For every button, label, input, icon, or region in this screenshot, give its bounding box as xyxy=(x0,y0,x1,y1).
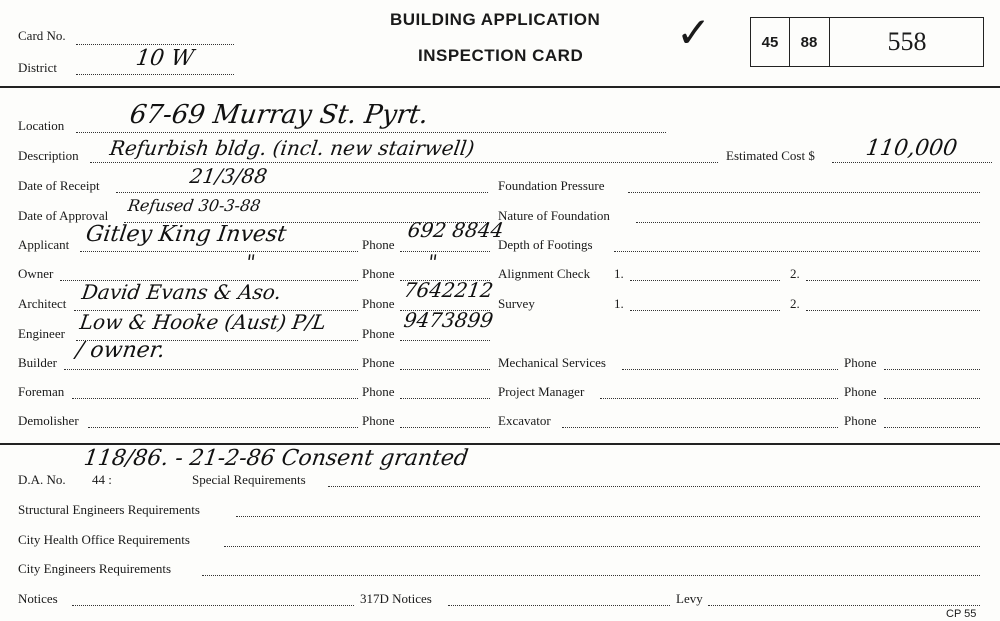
box-b: 88 xyxy=(789,18,830,66)
nature-of-foundation-label: Nature of Foundation xyxy=(498,208,610,223)
foundation-pressure-line xyxy=(628,192,980,193)
levy-label: Levy xyxy=(676,591,703,606)
special-requirements-line xyxy=(328,486,980,487)
district-label: District xyxy=(18,60,57,75)
structural-engineers-label: Structural Engineers Requirements xyxy=(18,502,200,517)
survey-label: Survey xyxy=(498,296,535,311)
builder-line xyxy=(64,369,358,370)
engineer-label: Engineer xyxy=(18,326,65,341)
project-manager-phone-line xyxy=(884,398,980,399)
location-label: Location xyxy=(18,118,65,133)
engineer-phone-line xyxy=(400,340,490,341)
mechanical-services-label: Mechanical Services xyxy=(498,355,606,370)
alignment-check-n2: 2. xyxy=(790,266,800,281)
form-code: CP 55 xyxy=(946,608,977,620)
builder-label: Builder xyxy=(18,355,57,370)
divider-bottom xyxy=(0,443,1000,445)
da-no-label: D.A. No. xyxy=(18,472,66,487)
engineer-phone-label: Phone xyxy=(362,326,395,341)
project-manager-line xyxy=(600,398,838,399)
demolisher-phone-label: Phone xyxy=(362,413,395,428)
card-no-line xyxy=(76,44,234,45)
title-line-1: BUILDING APPLICATION xyxy=(390,10,601,29)
alignment-check-line-2 xyxy=(806,280,980,281)
divider-top xyxy=(0,86,1000,88)
builder-phone-label: Phone xyxy=(362,355,395,370)
builder-value: / owner. xyxy=(74,338,167,363)
foreman-line xyxy=(72,398,358,399)
applicant-line xyxy=(80,251,358,252)
title-line-2: INSPECTION CARD xyxy=(418,46,584,65)
da-no-prefix: 44 : xyxy=(92,472,112,487)
applicant-value: Gitley King Invest xyxy=(84,222,288,247)
excavator-phone-line xyxy=(884,427,980,428)
owner-label: Owner xyxy=(18,266,54,281)
mechanical-services-phone-line xyxy=(884,369,980,370)
builder-phone-line xyxy=(400,369,490,370)
city-engineers-label: City Engineers Requirements xyxy=(18,561,172,576)
notices-317d-line xyxy=(448,605,670,606)
applicant-phone-value: 692 8844 xyxy=(406,218,506,242)
architect-phone-label: Phone xyxy=(362,296,395,311)
excavator-phone-label: Phone xyxy=(844,413,877,428)
location-line xyxy=(76,132,666,133)
da-no-value: 118/86. - 21-2-86 Consent granted xyxy=(82,446,470,471)
owner-phone-label: Phone xyxy=(362,266,395,281)
date-of-approval-value: Refused 30-3-88 xyxy=(126,196,262,215)
special-requirements-label: Special Requirements xyxy=(192,472,306,487)
levy-line xyxy=(708,605,980,606)
city-health-label: City Health Office Requirements xyxy=(18,532,190,547)
applicant-phone-line xyxy=(400,251,490,252)
foundation-pressure-label: Foundation Pressure xyxy=(498,178,605,193)
nature-of-foundation-line xyxy=(636,222,980,223)
project-manager-label: Project Manager xyxy=(498,384,585,399)
card-number: 558 xyxy=(887,27,927,56)
engineer-value: Low & Hooke (Aust) P/L xyxy=(78,310,328,334)
applicant-label: Applicant xyxy=(18,237,70,252)
box-a: 45 xyxy=(751,18,790,66)
alignment-check-label: Alignment Check xyxy=(498,266,591,281)
estimated-cost-label: Estimated Cost $ xyxy=(726,148,815,163)
architect-phone-value: 7642212 xyxy=(402,278,495,302)
applicant-phone-label: Phone xyxy=(362,237,395,252)
mechanical-services-phone-label: Phone xyxy=(844,355,877,370)
mechanical-services-line xyxy=(622,369,838,370)
excavator-label: Excavator xyxy=(498,413,551,428)
date-of-receipt-label: Date of Receipt xyxy=(18,178,100,193)
survey-line-2 xyxy=(806,310,980,311)
engineer-phone-value: 9473899 xyxy=(402,308,495,332)
date-of-approval-label: Date of Approval xyxy=(18,208,109,223)
demolisher-label: Demolisher xyxy=(18,413,79,428)
owner-phone-value: " xyxy=(426,250,439,274)
demolisher-line xyxy=(88,427,358,428)
date-of-receipt-value: 21/3/88 xyxy=(188,164,269,188)
excavator-line xyxy=(562,427,838,428)
architect-value: David Evans & Aso. xyxy=(80,280,283,304)
survey-line-1 xyxy=(630,310,780,311)
city-engineers-line xyxy=(202,575,980,576)
district-line xyxy=(76,74,234,75)
foreman-label: Foreman xyxy=(18,384,65,399)
alignment-check-n1: 1. xyxy=(614,266,624,281)
estimated-cost-value: 110,000 xyxy=(864,136,959,161)
survey-n2: 2. xyxy=(790,296,800,311)
description-value: Refurbish bldg. (incl. new stairwell) xyxy=(108,136,476,160)
city-health-line xyxy=(224,546,980,547)
alignment-check-line-1 xyxy=(630,280,780,281)
location-value: 67-69 Murray St. Pyrt. xyxy=(127,100,431,130)
structural-engineers-line xyxy=(236,516,980,517)
district-value: 10 W xyxy=(134,46,196,71)
check-mark-icon: ✓ xyxy=(676,8,712,57)
survey-n1: 1. xyxy=(614,296,624,311)
date-of-receipt-line xyxy=(116,192,488,193)
card-number-box xyxy=(750,17,984,67)
project-manager-phone-label: Phone xyxy=(844,384,877,399)
architect-label: Architect xyxy=(18,296,67,311)
estimated-cost-line xyxy=(832,162,992,163)
foreman-phone-label: Phone xyxy=(362,384,395,399)
notices-line xyxy=(72,605,354,606)
owner-value: " xyxy=(244,250,257,274)
foreman-phone-line xyxy=(400,398,490,399)
demolisher-phone-line xyxy=(400,427,490,428)
notices-317d-label: 317D Notices xyxy=(360,591,432,606)
description-line xyxy=(90,162,718,163)
description-label: Description xyxy=(18,148,79,163)
depth-of-footings-line xyxy=(614,251,980,252)
notices-label: Notices xyxy=(18,591,58,606)
card-no-label: Card No. xyxy=(18,28,66,43)
depth-of-footings-label: Depth of Footings xyxy=(498,237,593,252)
